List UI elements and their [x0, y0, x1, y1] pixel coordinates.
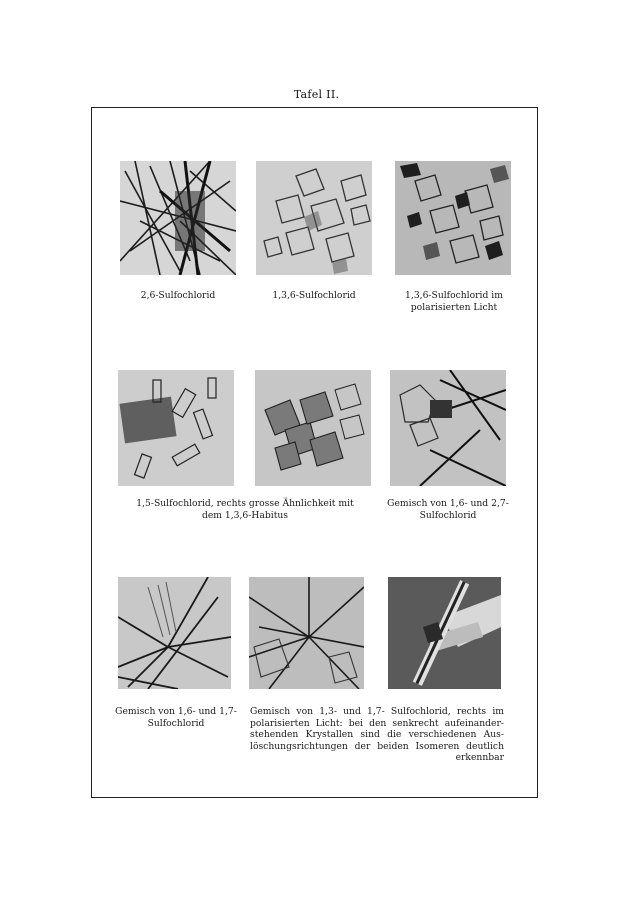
- mixed-crystals-image: [390, 370, 506, 486]
- micrograph-1-6-1-7-mixture: [118, 577, 231, 689]
- caption-1-3-6: 1,3,6-Sulfochlorid: [272, 290, 356, 301]
- micrograph-1-5-sulfochlorid-right: [255, 370, 371, 486]
- micrograph-1-6-2-7-mixture: [390, 370, 506, 486]
- micrograph-1-3-6-sulfochlorid-polarized: [395, 161, 511, 275]
- plate-crystals-image: [118, 370, 234, 486]
- caption-1-3-1-7: Gemisch von 1,3- und 1,7- Sulfochlorid, rechts im polarisierten Licht: bei den senkrecht aufeinander-stehenden Krystallen sind die verschiedenen Aus-löschungsrichtungen der beiden Isomeren deutlich erkennbar: [250, 706, 504, 763]
- caption-2-6: 2,6-Sulfochlorid: [140, 290, 216, 301]
- micrograph-1-3-1-7-mixture: [249, 577, 364, 689]
- rhomb-crystals-polarized-image: [395, 161, 511, 275]
- needle-crystals-image: [120, 161, 236, 275]
- spray-crystals-image: [118, 577, 231, 689]
- page-title: Tafel II.: [293, 88, 340, 101]
- crossed-crystals-polarized-image: [388, 577, 501, 689]
- caption-1-5: 1,5-Sulfochlorid, rechts grosse Ähnlichkeit mit dem 1,3,6-Habitus: [136, 498, 354, 521]
- micrograph-1-3-6-sulfochlorid: [256, 161, 372, 275]
- micrograph-1-3-1-7-polarized: [388, 577, 501, 689]
- micrograph-1-5-sulfochlorid-left: [118, 370, 234, 486]
- micrograph-2-6-sulfochlorid: [120, 161, 236, 275]
- caption-1-6-2-7: Gemisch von 1,6- und 2,7-Sulfochlorid: [387, 498, 509, 521]
- plate-cluster-image: [255, 370, 371, 486]
- rhomb-crystals-image: [256, 161, 372, 275]
- caption-1-3-6-polarized: 1,3,6-Sulfochlorid im polarisierten Licht: [405, 290, 503, 313]
- caption-1-6-1-7: Gemisch von 1,6- und 1,7-Sulfochlorid: [115, 706, 237, 729]
- spray-crystals-dark-image: [249, 577, 364, 689]
